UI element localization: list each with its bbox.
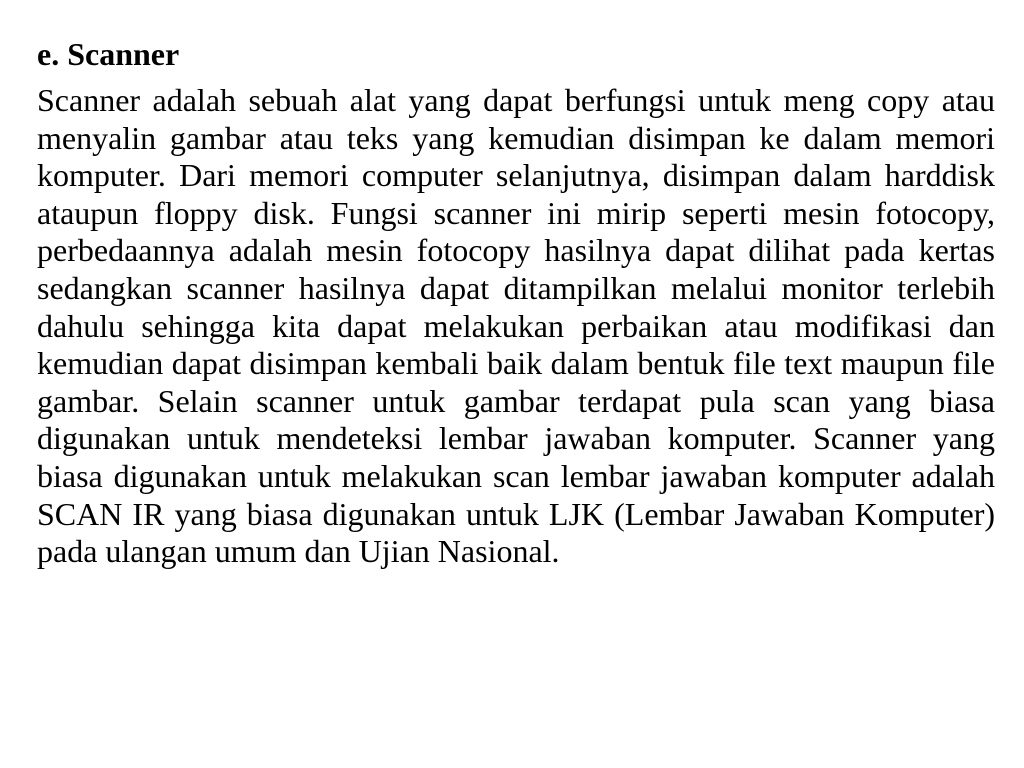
section-heading: e. Scanner	[37, 36, 180, 72]
slide-content	[37, 34, 995, 571]
body-paragraph: Scanner adalah sebuah alat yang dapat berfungsi untuk meng copy atau menyalin gambar atau teks yang kemudian disimpan ke dalam memori komputer. Dari memori computer selanjutnya, disimpan dalam harddisk ataupun floppy disk. Fungsi scanner ini mirip seperti mesin fotocopy, perbedaannya adalah mesin fotocopy hasilnya dapat dilihat pada kertas sedangkan scanner hasilnya dapat ditampilkan melalui monitor terlebih dahulu sehingga kita dapat melakukan perbaikan atau modifikasi dan kemudian dapat disimpan kembali baik dalam bentuk file text maupun file gambar. Selain scanner untuk gambar terdapat pula scan yang biasa digunakan untuk mendeteksi lembar jawaban komputer. Scanner yang biasa digunakan untuk melakukan scan lembar jawaban komputer adalah SCAN IR yang biasa digunakan untuk LJK (Lembar Jawaban Komputer) pada ulangan umum dan Ujian Nasional.	[37, 82, 995, 570]
